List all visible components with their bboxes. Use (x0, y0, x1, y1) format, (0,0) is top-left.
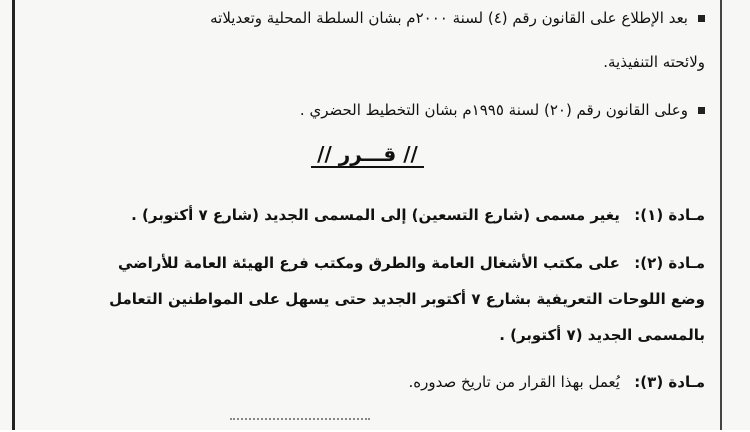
article-1 (131, 205, 705, 224)
article-3 (408, 372, 705, 391)
preamble-item-1-line-2-wrap (603, 52, 705, 71)
article-2-line-2: وضع اللوحات التعريفية بشارع ٧ أكتوبر الجديد حتى يسهل على المواطنين التعامل (109, 290, 705, 308)
article-2 (118, 253, 705, 272)
article-3-line-1: يُعمل بهذا القرار من تاريخ صدوره. (408, 373, 620, 391)
preamble-item-1 (210, 8, 705, 27)
article-3-label: مـادة (٣): (634, 373, 705, 391)
article-2-label: مـادة (٢): (634, 254, 705, 272)
article-1-label: مـادة (١): (634, 206, 705, 224)
bullet-square-icon (698, 15, 705, 22)
preamble-item-2 (300, 100, 705, 119)
preamble-item-2-text: وعلى القانون رقم (٢٠) لسنة ١٩٩٥م بشان التخطيط الحضري . (299, 101, 688, 119)
article-2-line-3: بالمسمى الجديد (٧ أكتوبر) . (499, 326, 705, 344)
preamble-item-1-line-2: ولائحته التنفيذية. (603, 53, 705, 71)
preamble-item-1-line-1: بعد الإطلاع على القانون رقم (٤) لسنة ٢٠٠٠م بشان السلطة المحلية وتعديلاته (210, 9, 688, 27)
bullet-square-icon (698, 107, 705, 114)
article-2-line-2-wrap (109, 289, 705, 308)
article-2-line-1: على مكتب الأشغال العامة والطرق ومكتب فرع الهيئة العامة للأراضي (117, 254, 620, 272)
article-2-line-3-wrap (499, 325, 705, 344)
document-content (30, 0, 705, 430)
left-margin-rule (12, 0, 15, 430)
decision-heading (30, 142, 705, 168)
article-1-line-1: يغير مسمى (شارع التسعين) إلى المسمى الجديد (شارع ٧ أكتوبر) . (131, 206, 620, 224)
decision-heading-text: // قـــرر // (311, 142, 424, 168)
right-margin-rule (720, 0, 722, 430)
